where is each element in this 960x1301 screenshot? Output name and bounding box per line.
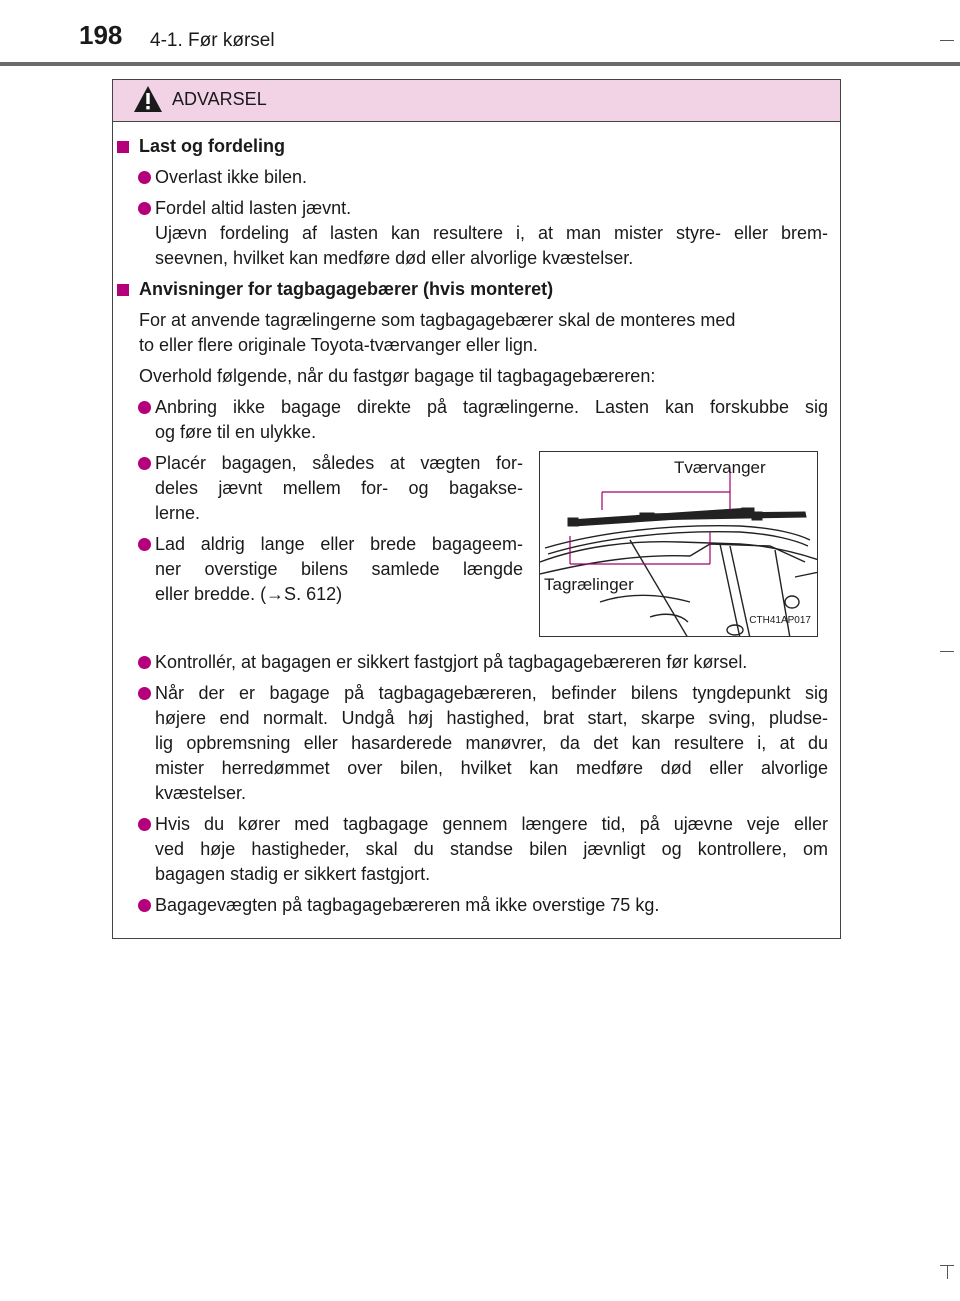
warning-header	[113, 80, 840, 122]
bullet-dot-icon	[138, 656, 151, 669]
trim-mark-middle	[940, 651, 954, 652]
section-title: 4-1. Før kørsel	[150, 30, 275, 51]
bullet-text: ved høje hastigheder, skal du standse bilen jævnligt og kontrollere, om	[155, 839, 828, 859]
roof-rack-illustration	[539, 451, 818, 637]
warning-content	[113, 134, 840, 924]
bullet-item	[113, 395, 840, 445]
bullet-dot-icon	[138, 538, 151, 551]
bullet-text: deles jævnt mellem for- og bagakse-	[155, 478, 523, 498]
bullet-text: Lad aldrig lange eller brede bagageem-	[155, 534, 523, 554]
heading-load-text: Last og fordeling	[139, 136, 285, 156]
header-rule	[0, 62, 960, 66]
bullet-text: eller bredde. (→S. 612)	[155, 584, 343, 604]
bullet-text: Placér bagagen, således at vægten for-	[155, 453, 523, 473]
paragraph	[117, 308, 840, 358]
bullet-text: lerne.	[155, 503, 201, 523]
heading-square-icon	[117, 284, 129, 296]
bullet-text: mister herredømmet over bilen, hvilket kan medføre død eller alvorlige	[155, 758, 828, 778]
warning-triangle-icon	[133, 85, 163, 113]
bullet-text: Hvis du kører med tagbagage gennem længere tid, på ujævne veje eller	[155, 814, 828, 834]
bullet-dot-icon	[138, 899, 151, 912]
label-roof-rails: Tagrælinger	[544, 575, 634, 594]
bullet-item	[113, 650, 840, 675]
bullet-text: Ujævn fordeling af lasten kan resultere i, at man mister styre- eller brem-	[155, 223, 828, 243]
bullet-item	[113, 532, 523, 607]
bullet-item	[113, 812, 840, 887]
bullet-text: Fordel altid lasten jævnt.	[155, 198, 352, 218]
bullet-item	[113, 451, 523, 526]
trim-mark-bottom-v	[947, 1265, 948, 1279]
bullet-item	[113, 196, 840, 271]
bullet-text: højere end normalt. Undgå høj hastighed, brat start, skarpe sving, pludse-	[155, 708, 828, 728]
paragraph	[117, 364, 840, 389]
bullet-text: seevnen, hvilket kan medføre død eller alvorlige kvæstelser.	[155, 248, 634, 268]
figure-side-text	[113, 451, 523, 613]
warning-box	[112, 79, 841, 939]
bullet-text: Bagagevægten på tagbagagebæreren må ikke overstige 75 kg.	[155, 895, 660, 915]
bullet-dot-icon	[138, 818, 151, 831]
warning-title: ADVARSEL	[172, 89, 267, 109]
bullet-text: kvæstelser.	[155, 783, 247, 803]
bullet-text: bagagen stadig er sikkert fastgjort.	[155, 864, 431, 884]
paragraph-text: to eller flere originale Toyota-tværvanger eller lign.	[139, 335, 538, 355]
figure-row	[113, 451, 840, 644]
bullet-text: ner overstige bilens samlede længde	[155, 559, 523, 579]
heading-load	[117, 134, 840, 159]
paragraph-text: For at anvende tagrælingerne som tagbagagebærer skal de monteres med	[139, 310, 736, 330]
bullet-text: Kontrollér, at bagagen er sikkert fastgjort på tagbagagebæreren før kørsel.	[155, 652, 748, 672]
bullet-text: og føre til en ulykke.	[155, 422, 317, 442]
bullet-dot-icon	[138, 401, 151, 414]
bullet-item	[113, 165, 840, 190]
heading-square-icon	[117, 141, 129, 153]
bullet-text: Anbring ikke bagage direkte på tagrælingerne. Lasten kan forskubbe sig	[155, 397, 828, 417]
heading-rack	[117, 277, 840, 302]
bullet-dot-icon	[138, 202, 151, 215]
paragraph-text: Overhold følgende, når du fastgør bagage til tagbagagebæreren:	[139, 366, 656, 386]
page-number: 198	[79, 20, 123, 50]
bullet-dot-icon	[138, 457, 151, 470]
figure-code: CTH41AP017	[749, 615, 811, 626]
bullet-item	[113, 681, 840, 806]
bullet-text: Overlast ikke bilen.	[155, 167, 308, 187]
bullet-dot-icon	[138, 687, 151, 700]
bullet-dot-icon	[138, 171, 151, 184]
label-cross-bars: Tværvanger	[674, 458, 766, 477]
trim-mark-top	[940, 40, 954, 41]
bullet-text: Når der er bagage på tagbagagebæreren, befinder bilens tyngdepunkt sig	[155, 683, 828, 703]
bullet-text: lig opbremsning eller hasarderede manøvrer, da det kan resultere i, at du	[155, 733, 828, 753]
heading-rack-text: Anvisninger for tagbagagebærer (hvis monteret)	[139, 279, 554, 299]
bullet-item	[113, 893, 840, 918]
